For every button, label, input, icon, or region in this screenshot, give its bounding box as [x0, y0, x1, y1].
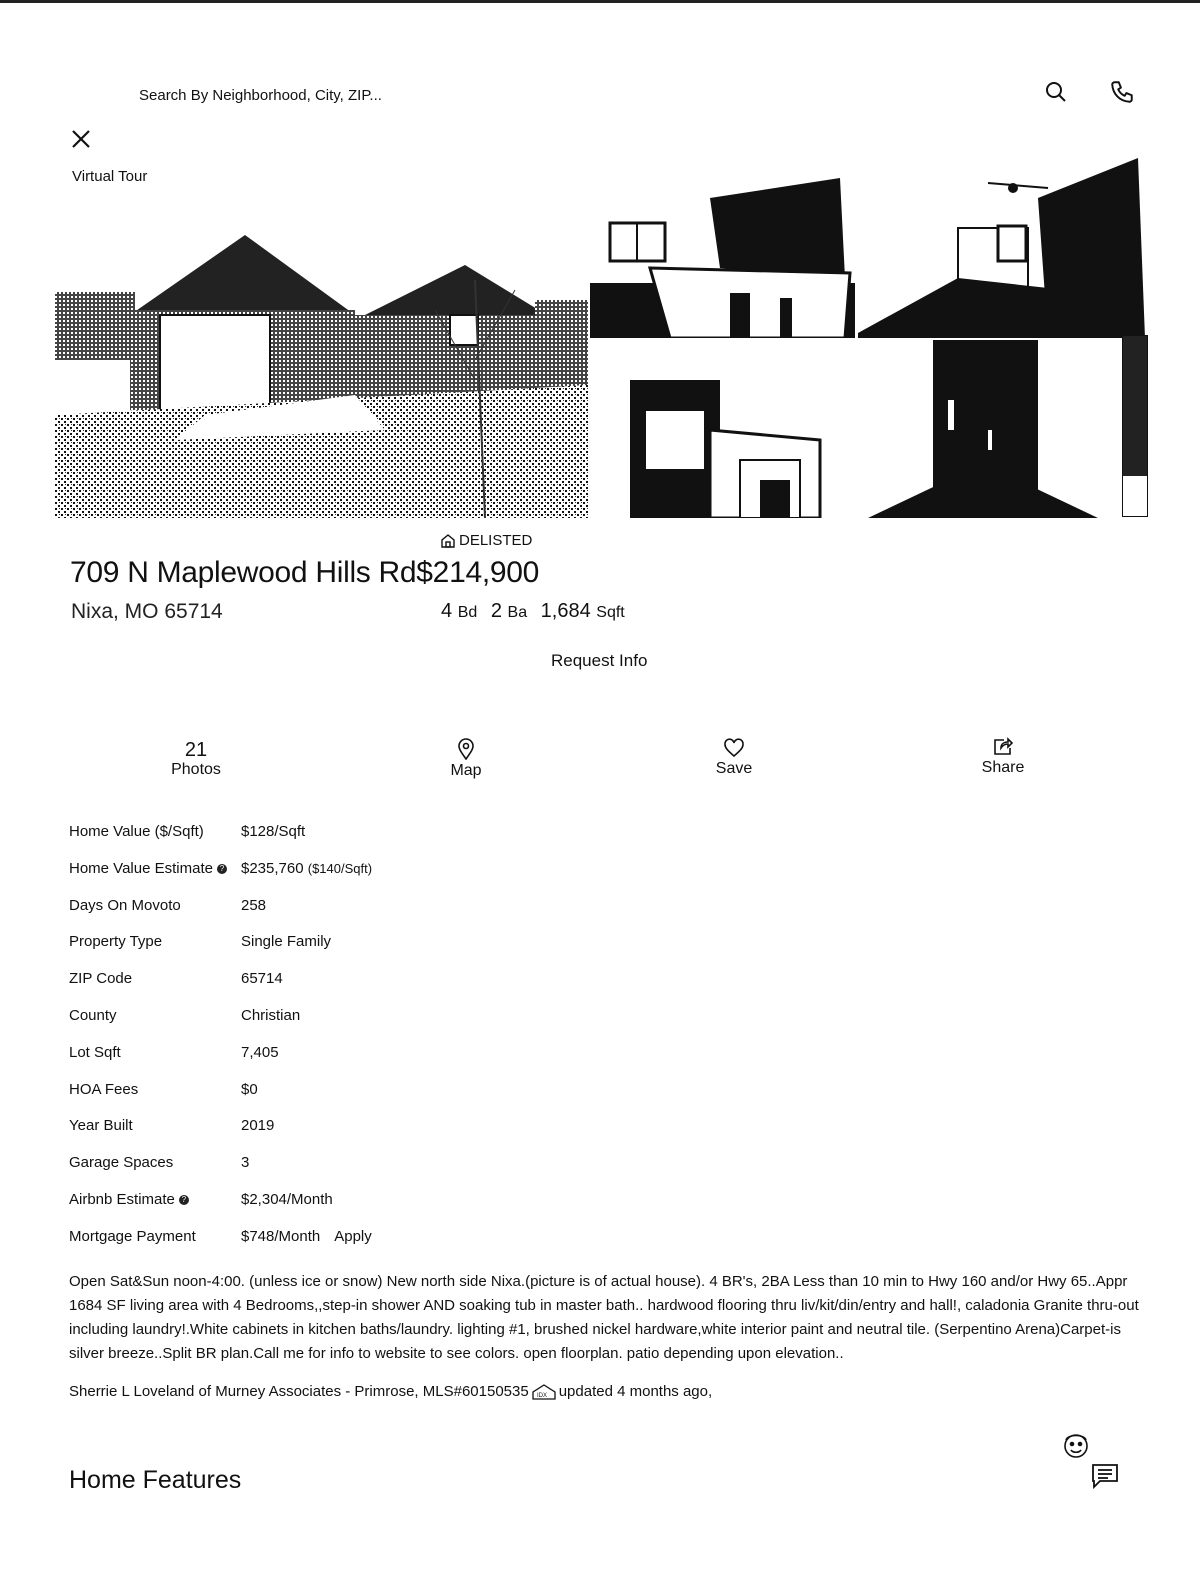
phone-icon[interactable]: [1108, 78, 1136, 106]
map-pin-icon: [457, 738, 475, 760]
fact-row: [69, 970, 669, 994]
request-info-button[interactable]: Request Info: [551, 651, 648, 670]
fact-label: Property Type: [69, 933, 163, 950]
fact-value-text: $235,760: [241, 860, 304, 877]
status-text: DELISTED: [459, 532, 533, 549]
photos-button[interactable]: [136, 739, 256, 779]
fact-row: [69, 933, 669, 957]
save-label: Save: [715, 760, 753, 777]
heart-icon: [723, 738, 745, 758]
fact-row: [69, 1154, 669, 1178]
search-input[interactable]: Search By Neighborhood, City, ZIP...: [139, 87, 382, 104]
photos-label: Photos: [171, 761, 221, 778]
fact-label: Mortgage Payment: [69, 1228, 196, 1245]
bathroom-photo[interactable]: [590, 340, 855, 518]
fact-row: [69, 1117, 669, 1141]
fact-label-text: Home Value Estimate: [69, 860, 213, 877]
fact-label: Home Value ($/Sqft): [69, 823, 204, 840]
fact-row: [69, 1007, 669, 1031]
fact-label: [69, 860, 227, 877]
fact-row: [69, 1228, 669, 1252]
beds-unit: Bd: [457, 604, 478, 621]
baths-value: 2: [490, 600, 502, 622]
baths-unit: Ba: [507, 604, 528, 621]
fact-row: [69, 823, 669, 847]
fact-value: 2019: [241, 1117, 275, 1134]
home-features-heading: Home Features: [69, 1466, 242, 1494]
apply-link[interactable]: Apply: [334, 1228, 372, 1245]
fact-label: HOA Fees: [69, 1081, 139, 1098]
close-icon[interactable]: [68, 126, 94, 152]
listing-stats: [441, 600, 633, 623]
fact-row: [69, 1081, 669, 1105]
fact-row: [69, 897, 669, 921]
share-label: Share: [981, 759, 1025, 776]
virtual-tour-link[interactable]: Virtual Tour: [72, 168, 148, 185]
kitchen-photo[interactable]: [590, 158, 855, 338]
fact-label: Garage Spaces: [69, 1154, 174, 1171]
status-badge: [441, 532, 532, 549]
fact-row: [69, 860, 669, 884]
photos-count: 21: [184, 739, 208, 761]
fact-value: $0: [241, 1081, 258, 1098]
fact-value-text: $748/Month: [241, 1228, 321, 1245]
home-icon: [441, 534, 455, 548]
sqft-value: 1,684: [540, 600, 591, 622]
entry-photo[interactable]: [858, 340, 1120, 518]
share-button[interactable]: [943, 737, 1063, 777]
fact-value: 258: [241, 897, 267, 914]
map-button[interactable]: [406, 738, 526, 780]
chat-icon[interactable]: [1090, 1462, 1120, 1490]
fact-value: [241, 860, 372, 877]
fact-label: ZIP Code: [69, 970, 133, 987]
beds-value: 4: [441, 600, 453, 622]
info-icon[interactable]: ?: [179, 1195, 189, 1205]
fact-value: Single Family: [241, 933, 332, 950]
main-photo[interactable]: [55, 220, 588, 518]
fact-value: 65714: [241, 970, 283, 987]
fact-value: 3: [241, 1154, 250, 1171]
listing-attribution: [69, 1383, 712, 1400]
fact-value: Christian: [241, 1007, 301, 1024]
fact-value: $128/Sqft: [241, 823, 306, 840]
fact-label-text: Airbnb Estimate: [69, 1191, 175, 1208]
updated-text: updated 4 months ago,: [558, 1383, 713, 1400]
idx-icon: [532, 1384, 556, 1400]
top-border: [0, 0, 1200, 3]
living-room-photo[interactable]: [858, 158, 1145, 338]
address: 709 N Maplewood Hills Rd: [70, 556, 417, 589]
fact-value: [241, 1228, 372, 1245]
fact-row: [69, 1044, 669, 1068]
map-label: Map: [450, 762, 482, 779]
info-icon[interactable]: ?: [217, 864, 227, 874]
city-line: Nixa, MO 65714: [71, 600, 223, 623]
listing-description: Open Sat&Sun noon-4:00. (unless ice or snow) New north side Nixa.(picture is of actual house). 4 BR's, 2BA Less than 10 min to Hwy 160 and/or Hwy 65..Appr 1684 SF living area with 4 Bedrooms,,step-in shower AND soaking tub in master bath.. hardwood flooring thru liv/kit/din/entry and hall!, caladonia Granite thru-out including laundry!.White cabinets in kitchen baths/laundry. lighting #1, brushed nickel hardware,white interior paint and neutral tile. (Serpentino Arena)Carpet-is silver breeze..Split BR plan.Call me for info to website to see colors. open floorplan. patio depending upon elevation..: [69, 1273, 1139, 1362]
sqft-unit: Sqft: [596, 604, 625, 621]
search-icon[interactable]: [1042, 78, 1070, 106]
agent-avatar-icon[interactable]: [1060, 1430, 1094, 1464]
fact-label: County: [69, 1007, 117, 1024]
agent-text: Sherrie L Loveland of Murney Associates - Primrose, MLS#60150535: [69, 1383, 529, 1400]
svg-text:IDX: IDX: [536, 1392, 547, 1399]
listing-address-price: [70, 556, 539, 590]
fact-label: [69, 1191, 189, 1208]
fact-sub-value: ($140/Sqft): [307, 861, 373, 876]
fact-value: 7,405: [241, 1044, 279, 1061]
fact-label: Days On Movoto: [69, 897, 181, 914]
share-icon: [992, 737, 1014, 757]
save-button[interactable]: [674, 738, 794, 778]
photo-strip[interactable]: [1122, 335, 1148, 517]
fact-value: $2,304/Month: [241, 1191, 333, 1208]
fact-row: [69, 1191, 669, 1215]
price: $214,900: [416, 556, 540, 589]
fact-label: Lot Sqft: [69, 1044, 121, 1061]
fact-label: Year Built: [69, 1117, 133, 1134]
